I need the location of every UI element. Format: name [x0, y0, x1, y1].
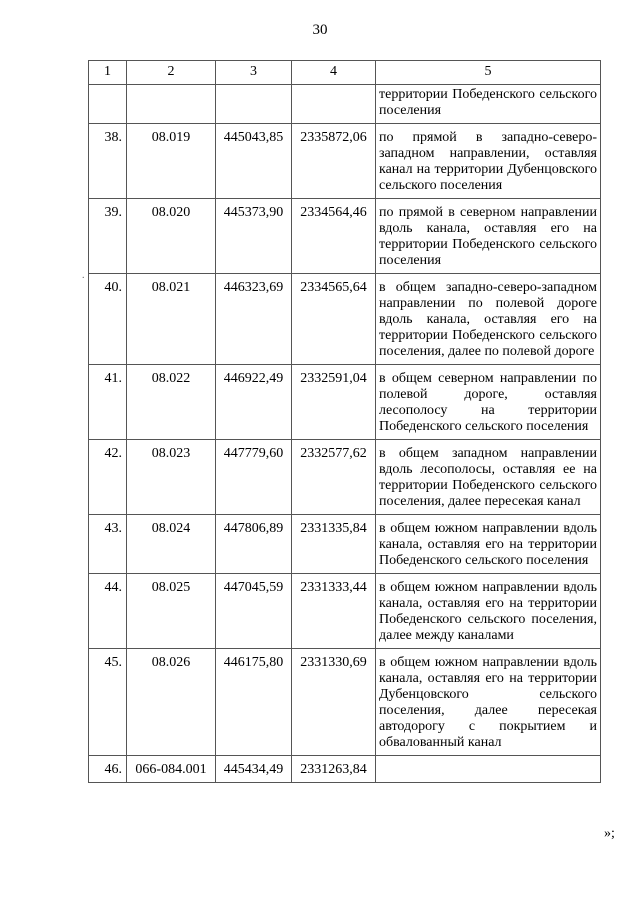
coord-y: 2334565,64 — [292, 274, 376, 365]
coord-y: 2331330,69 — [292, 649, 376, 756]
point-code: 08.024 — [127, 515, 216, 574]
table-row — [89, 199, 601, 274]
coord-x: 445373,90 — [216, 199, 292, 274]
row-number: 44. — [89, 574, 127, 649]
row-number: 40. — [89, 274, 127, 365]
row-number: 42. — [89, 440, 127, 515]
point-code — [127, 85, 216, 124]
row-number: 38. — [89, 124, 127, 199]
row-number: 45. — [89, 649, 127, 756]
coord-y: 2332591,04 — [292, 365, 376, 440]
point-code: 08.026 — [127, 649, 216, 756]
coord-x: 446323,69 — [216, 274, 292, 365]
boundary-description: в общем западном направлении вдоль лесополосы, оставляя ее на территории Победенского сельского поселения, далее пересекая канал — [376, 440, 601, 515]
coord-y: 2331335,84 — [292, 515, 376, 574]
coord-x: 446922,49 — [216, 365, 292, 440]
boundary-description: по прямой в северном направлении вдоль канала, оставляя его на территории Победенского сельского поселения — [376, 199, 601, 274]
row-number: 43. — [89, 515, 127, 574]
coord-x: 446175,80 — [216, 649, 292, 756]
table-header-row — [89, 61, 601, 85]
header-cell: 2 — [127, 61, 216, 85]
coord-x: 445434,49 — [216, 756, 292, 783]
table-row — [89, 440, 601, 515]
table-row — [89, 274, 601, 365]
table-row — [89, 574, 601, 649]
header-cell: 5 — [376, 61, 601, 85]
coord-y: 2332577,62 — [292, 440, 376, 515]
coord-x — [216, 85, 292, 124]
coord-x: 445043,85 — [216, 124, 292, 199]
table-row — [89, 365, 601, 440]
table-row — [89, 515, 601, 574]
boundary-description: по прямой в западно-северо-западном направлении, оставляя канал на территории Дубенцовского сельского поселения — [376, 124, 601, 199]
header-cell: 4 — [292, 61, 376, 85]
point-code: 08.022 — [127, 365, 216, 440]
point-code: 08.020 — [127, 199, 216, 274]
point-code: 08.021 — [127, 274, 216, 365]
boundary-description: в общем западно-северо-западном направлении по полевой дороге вдоль канала, оставляя его на территории Победенского сельского поселения, далее по полевой дороге — [376, 274, 601, 365]
coord-x: 447806,89 — [216, 515, 292, 574]
table-row — [89, 649, 601, 756]
boundary-description: территории Победенского сельского поселения — [376, 85, 601, 124]
stray-mark: . — [82, 270, 85, 281]
table-row — [89, 756, 601, 783]
header-cell: 1 — [89, 61, 127, 85]
boundary-description: в общем южном направлении вдоль канала, оставляя его на территории Победенского сельского поселения — [376, 515, 601, 574]
coord-x: 447045,59 — [216, 574, 292, 649]
coord-y — [292, 85, 376, 124]
boundary-points-table — [88, 60, 601, 783]
page-number: 30 — [312, 22, 328, 38]
table-row — [89, 85, 601, 124]
table-row — [89, 124, 601, 199]
point-code: 08.019 — [127, 124, 216, 199]
point-code: 08.025 — [127, 574, 216, 649]
coord-y: 2331333,44 — [292, 574, 376, 649]
boundary-description: в общем южном направлении вдоль канала, оставляя его на территории Победенского сельского поселения, далее между каналами — [376, 574, 601, 649]
row-number — [89, 85, 127, 124]
point-code: 08.023 — [127, 440, 216, 515]
row-number: 39. — [89, 199, 127, 274]
coord-x: 447779,60 — [216, 440, 292, 515]
coord-y: 2331263,84 — [292, 756, 376, 783]
boundary-description: в общем северном направлении по полевой дороге, оставляя лесополосу на территории Победенского сельского поселения — [376, 365, 601, 440]
row-number: 41. — [89, 365, 127, 440]
header-cell: 3 — [216, 61, 292, 85]
coord-y: 2334564,46 — [292, 199, 376, 274]
coord-y: 2335872,06 — [292, 124, 376, 199]
row-number: 46. — [89, 756, 127, 783]
boundary-description — [376, 756, 601, 783]
point-code: 066-084.001 — [127, 756, 216, 783]
closing-quote-mark: »; — [604, 826, 615, 841]
boundary-description: в общем южном направлении вдоль канала, оставляя его на территории Дубенцовского сельского поселения, далее пересекая автодорогу с покрытием и обвалованный канал — [376, 649, 601, 756]
